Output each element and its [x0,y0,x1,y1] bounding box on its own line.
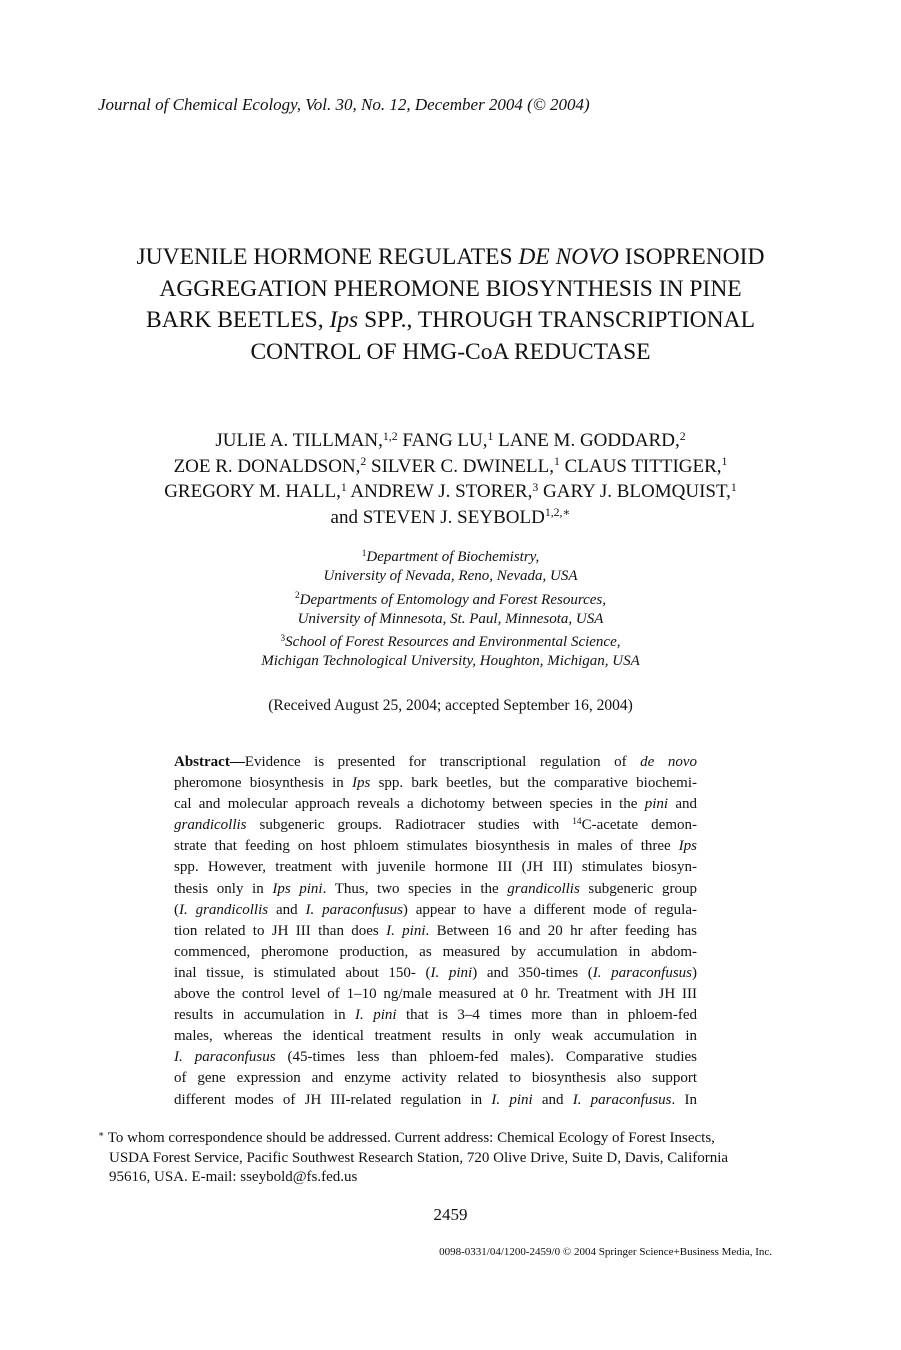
abstract: Abstract—Evidence is presented for transcriptional regulation of de novo pheromone biosynthesis in Ips spp. bark beetles, but the comparative biochemi- cal and molecular approach reveals a dichotomy between species in the pini and grandicollis subgeneric groups. Radiotracer studies with $^{14}$C-acetate demon- strate that feeding on host phloem stimulates biosynthesis in males of three Ips spp. However, treatment with juvenile hormone III (JH III) stimulates biosyn- thesis only in Ips pini. Thus, two species in the grandicollis subgeneric group (I. grandicollis and I. paraconfusus) appear to have a different mode of regula- tion related to JH III than does I. pini. Between 16 and 20 hr after feeding has commenced, pheromone production, as measured by accumulation in abdom- inal tissue, is stimulated about 150- (I. pini) and 350-times (I. paraconfusus) above the control level of 1–10 ng/male measured at 0 hr. Treatment with JH III results in accumulation in I. pini that is 3–4 times more than in phloem-fed males, whereas the identical treatment results in only weak accumulation in I. paraconfusus (45-times less than phloem-fed males). Comparative studies of gene expression and enzyme activity related to biosynthesis also support different modes of JH III-related regulation in I. pini and I. paraconfusus. In [174,754,698,1108]
copyright-line: 0098-0331/04/1200-2459/0 © 2004 Springer Science+Business Media, Inc. [439,1246,772,1258]
article-title: JUVENILE HORMONE REGULATES DE NOVO ISOPRENOID AGGREGATION PHEROMONE BIOSYNTHESIS IN PINE BARK BEETLES, Ips SPP., THROUGH TRANSCRIPTIONAL CONTROL OF HMG-CoA REDUCTASE [136,244,765,365]
footnote-mark: ∗ [98,1129,105,1140]
received-dates: (Received August 25, 2004; accepted September 16, 2004) [268,697,633,714]
affiliations [60,548,841,676]
page-number: 2459 [433,1205,468,1224]
correspondence-footnote: ∗ To whom correspondence should be addressed. Current address: Chemical Ecology of Forest Insects, USDA Forest Service, Pacific Southwest Research Station, 720 Olive Drive, Suite D, Davis, California 95616, USA. E-mail: sseybold@fs.fed.us [98,1129,729,1185]
abstract-label: Abstract— [174,754,245,770]
journal-header: Journal of Chemical Ecology, Vol. 30, No. 12, December 2004 (© 2004) [98,95,590,114]
affiliation-1: $^1$Department of Biochemistry, University of Nevada, Reno, Nevada, USA [323,548,578,584]
affiliation-3: $^3$School of Forest Resources and Environmental Science, Michigan Technological University, Houghton, Michigan, USA [261,633,640,669]
author-list: JULIE A. TILLMAN,$^{1,2}$ FANG LU,$^1$ LANE M. GODDARD,$^2$ ZOE R. DONALDSON,$^2$ SILVER C. DWINELL,$^1$ CLAUS TITTIGER,$^1$ GREGORY M. HALL,$^1$ ANDREW J. STORER,$^3$ GARY J. BLOMQUIST,$^1$ and STEVEN J. $SEYBOLD^{1,2,∗}$ [164,429,737,528]
affiliation-2: $^2$Departments of Entomology and Forest Resources, University of Minnesota, St. Paul, Minnesota, USA [295,591,606,627]
